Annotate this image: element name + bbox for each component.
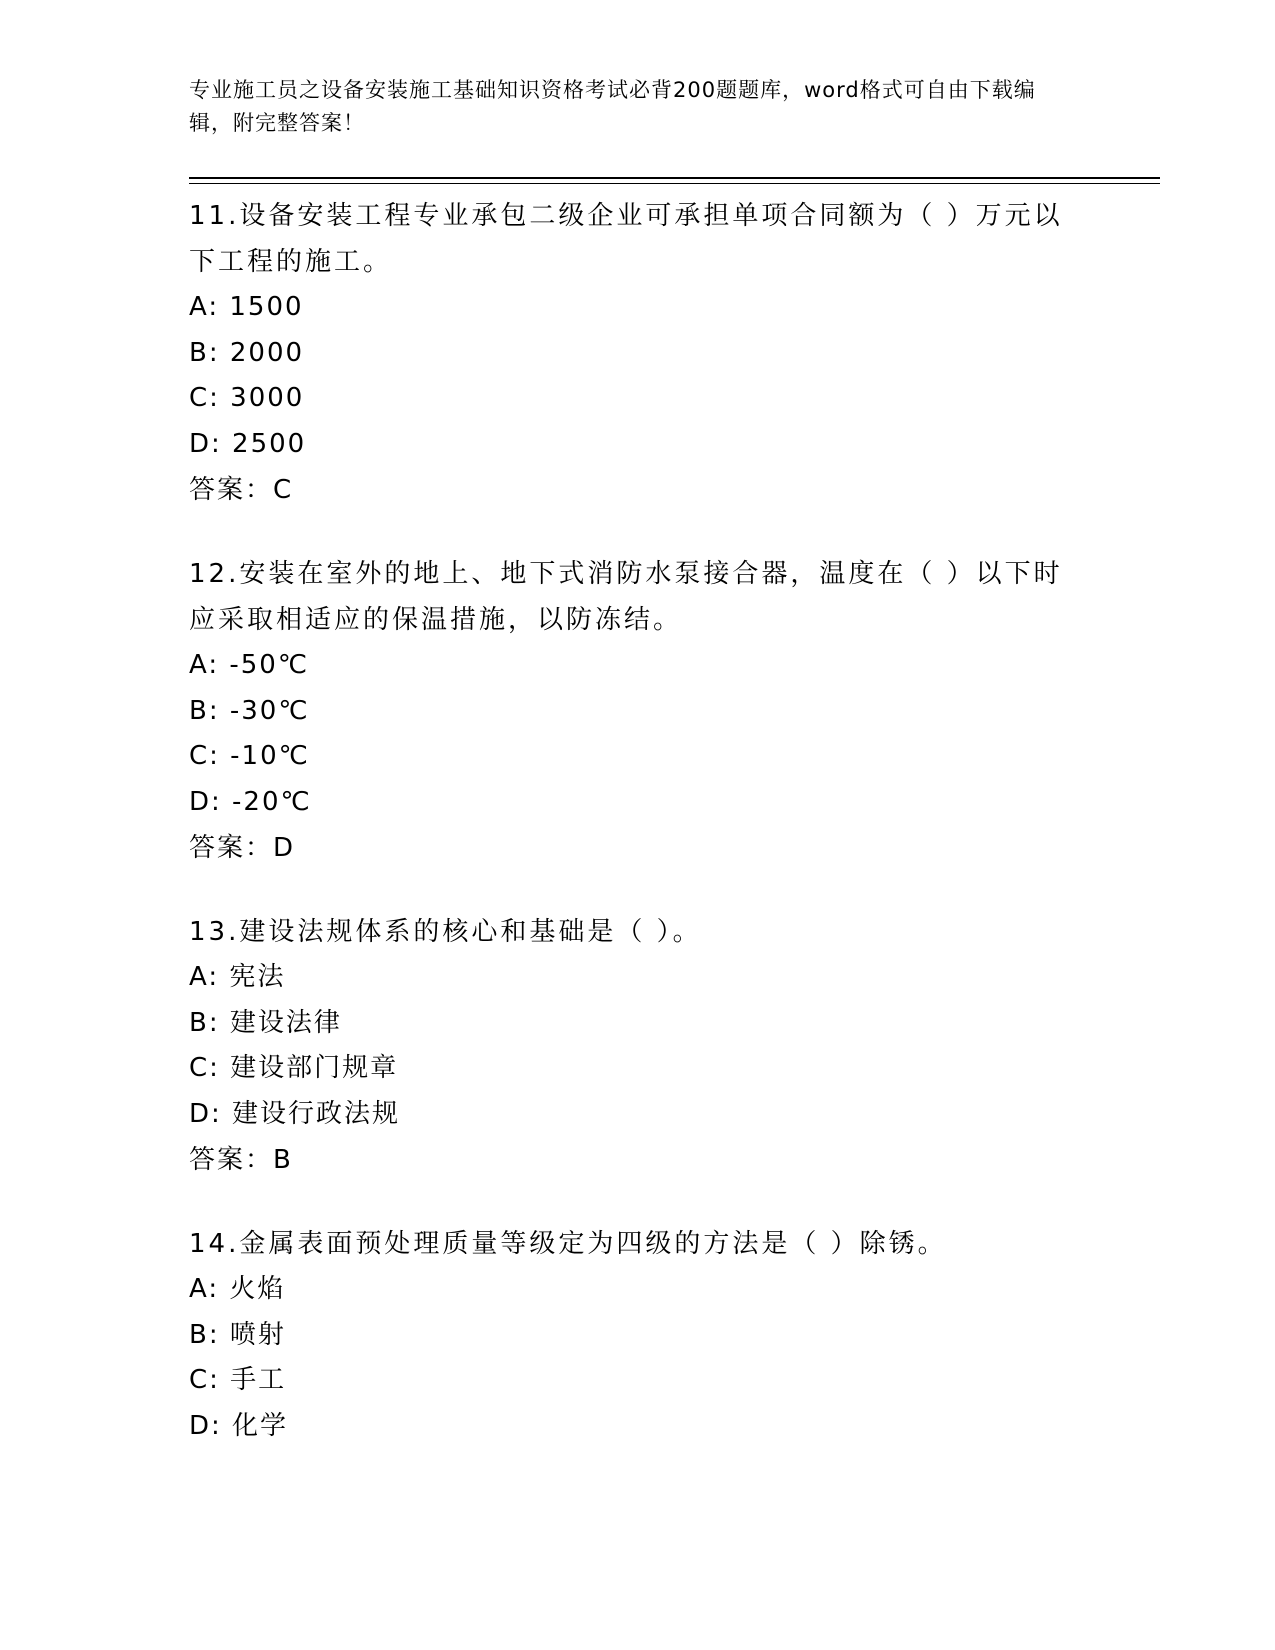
answer-line: 答案：D [189,833,296,863]
document-header: 专业施工员之设备安装施工基础知识资格考试必背200题题库，word格式可自由下载编辑，附完整答案！ [189,78,1036,135]
question-13 [189,909,1069,1183]
answer-line: 答案：B [189,1145,293,1175]
option-b: B: 建设法律 [189,1007,342,1038]
question-stem: 14.金属表面预处理质量等级定为四级的方法是（ ）除锈。 [189,1229,947,1259]
question-stem: 11.设备安装工程专业承包二级企业可承担单项合同额为（ ）万元以下工程的施工。 [189,201,1063,277]
option-a: A: 1500 [189,292,304,322]
answer-line: 答案：C [189,475,294,505]
option-b: B: 喷射 [189,1319,286,1350]
question-stem: 13.建设法规体系的核心和基础是（ ）。 [189,917,702,947]
option-c: C: 3000 [189,383,305,413]
option-d: D: 建设行政法规 [189,1098,401,1129]
option-b: B: -30℃ [189,695,310,726]
option-b: B: 2000 [189,337,305,368]
header-rule-thick [189,177,1160,179]
option-a: A: 火焰 [189,1274,286,1304]
question-list [189,193,1069,1487]
option-d: D: 化学 [189,1410,289,1441]
question-stem: 12.安装在室外的地上、地下式消防水泵接合器，温度在（ ）以下时应采取相适应的保温措施，以防冻结。 [189,559,1063,635]
option-d: D: -20℃ [189,786,312,817]
question-12 [189,551,1069,871]
question-11 [189,193,1069,513]
question-14 [189,1221,1069,1449]
option-d: D: 2500 [189,428,307,459]
header-rule-thin [189,183,1160,184]
option-c: C: 建设部门规章 [189,1053,399,1083]
option-c: C: -10℃ [189,741,310,771]
option-a: A: -50℃ [189,650,310,680]
option-a: A: 宪法 [189,962,286,992]
option-c: C: 手工 [189,1365,287,1395]
